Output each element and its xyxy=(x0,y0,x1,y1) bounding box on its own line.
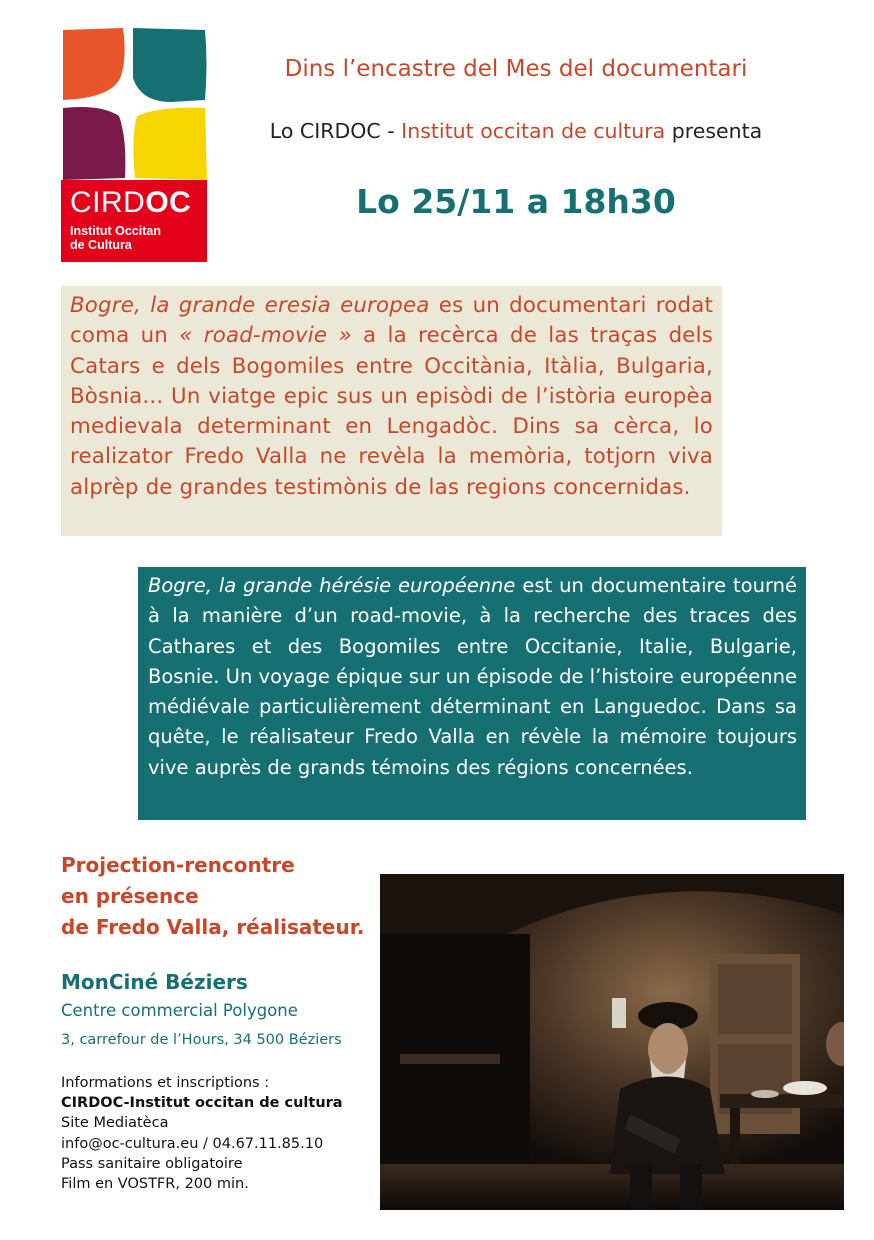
logo-purple-petal xyxy=(63,107,125,180)
info-intro: Informations et inscriptions : xyxy=(61,1075,270,1091)
french-description-box xyxy=(138,567,806,820)
venue-address: 3, carrefour de l’Hours, 34 500 Béziers xyxy=(61,1032,342,1048)
road-movie-term: « road-movie » xyxy=(179,323,352,349)
presenter-suffix: presenta xyxy=(665,119,763,143)
projection-heading: Projection-rencontre en présence de Fredo Valla, réalisateur. xyxy=(61,853,365,939)
info-film: Film en VOSTFR, 200 min. xyxy=(61,1176,249,1193)
presenter-line xyxy=(216,119,816,143)
info-pass: Pass sanitaire obligatoire xyxy=(61,1155,243,1172)
occitan-film-title: Bogre, la grande eresia europea xyxy=(70,293,430,318)
info-site: Site Mediatèca xyxy=(61,1115,169,1132)
event-date: Lo 25/11 a 18h30 xyxy=(356,182,676,221)
logo-yellow-petal xyxy=(133,108,207,180)
french-film-title: Bogre, la grande hérésie européenne xyxy=(148,574,516,597)
french-description: Bogre, la grande hérésie européenne est un documentaire tourné à la manière d’un road-movie, à la recherche des traces des Cathares et des Bogomiles entre Occitanie, Italie, Bulgarie, Bosnie. Un voyage épique sur un épisode de l’histoire européenne médiévale particulièrement déterminant en Languedoc. Dans sa quête, le réalisateur Fredo Valla en révèle la mémoire toujours vive auprès de grands témoins des régions concernées. xyxy=(148,574,797,779)
logo-wordmark xyxy=(61,180,207,262)
logo-subtitle-line2: de Cultura xyxy=(70,238,132,252)
info-org: CIRDOC-Institut occitan de cultura xyxy=(61,1095,343,1112)
presenter-prefix: Lo CIRDOC - xyxy=(269,119,402,143)
info-contact[interactable]: info@oc-cultura.eu / 04.67.11.85.10 xyxy=(61,1135,324,1152)
event-context: Dins l’encastre del Mes del documentari xyxy=(284,56,748,82)
occitan-description: Bogre, la grande eresia europea es un documentari rodat coma un « road-movie » a la recèrca de las traças dels Catars e dels Bogomiles entre Occitània, Itàlia, Bulgaria, Bòsnia... Un viatge epic sus un episòdi de l’istòria europèa medievala determinant en Lengadòc. Dins sa cèrca, lo realizator Fredo Valla ne revèla la memòria, totjorn viva alprèp de grandes testimònis de las regions concernidas. xyxy=(70,293,714,500)
logo-subtitle-line1: Institut Occitan xyxy=(70,224,161,238)
venue-location: Centre commercial Polygone xyxy=(61,1001,298,1020)
presenter-org: Institut occitan de cultura xyxy=(401,119,666,143)
info-block xyxy=(61,1073,371,1194)
occitan-description-box xyxy=(61,286,722,536)
film-still-photo xyxy=(380,874,844,1210)
logo-orange-petal xyxy=(63,28,125,100)
logo-name: CIRDOC xyxy=(70,186,192,219)
venue-name: MonCiné Béziers xyxy=(61,970,248,994)
logo-teal-petal xyxy=(133,28,207,102)
